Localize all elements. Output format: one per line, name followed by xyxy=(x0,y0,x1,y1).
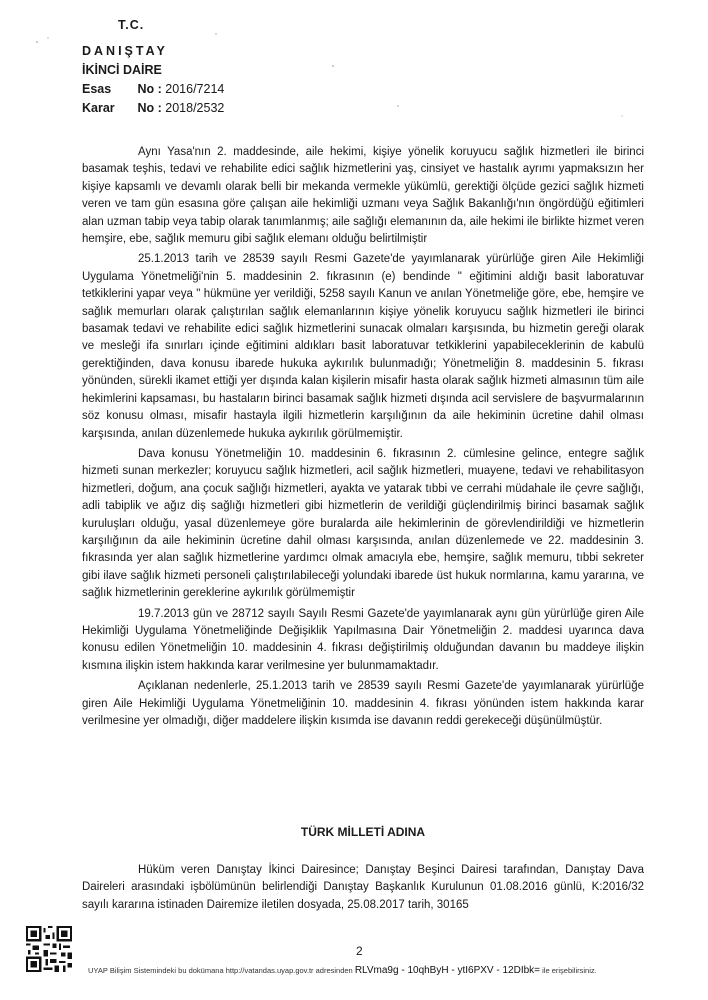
country-label: T.C. xyxy=(118,18,145,32)
final-section xyxy=(82,862,644,914)
karar-no-label: No : xyxy=(137,101,162,115)
esas-value: 2016/7214 xyxy=(165,82,225,96)
court-name: DANIŞTAY xyxy=(82,44,168,58)
document-body xyxy=(82,144,644,730)
paragraph-3: Dava konusu Yönetmeliğin 10. maddesinin 6. fıkrasının 2. cümlesine gelince, entegre sağlık hizmeti sunan merkezler; koruyucu sağlık hizmetleri, acil sağlık hizmetleri, muayene, tedavi ve rehabilitasyon hizmetleri, doğum, ana çocuk sağlığı hizmetleri, ayakta ve yatarak tıbbi ve cerrahi müdahale ile çevre sağlığı, adli tabiplik ve ağız diş sağlığı hizmetleri gibi hizmetlerin de verildiği güçlendirilmiş birinci basamak sağlık kuruluşları olduğu, yasal düzenlemeye göre buralarda aile hekimlerinin de görevlendirildiği ve hizmetlerin karşılığının da aile hekiminin ücretine dahil olması karşısında, anılan düzenlemede ve 22. maddesinin 3. fıkrasında yer alan sağlık hizmetlerine yardımcı olmak amacıyla ebe, hemşire, sağlık memuru, tıbbi sekreter gibi ilave sağlık hizmeti personeli çalıştırılabileceği yolundaki ibarede üst hukuk normlarına, kamu yararına, ve sağlık hizmetlerinin gereklerine aykırılık görülmemiştir xyxy=(82,447,644,600)
qr-code-icon xyxy=(26,926,72,972)
karar-row xyxy=(82,99,224,118)
footer-text: UYAP Bilişim Sistemindeki bu dokümana http://vatandas.uyap.gov.tr adresinden xyxy=(88,966,353,975)
section-title: TÜRK MİLLETİ ADINA xyxy=(300,825,426,839)
esas-row xyxy=(82,80,224,99)
paragraph-1: Aynı Yasa'nın 2. maddesinde, aile hekimi, kişiye yönelik koruyucu sağlık hizmetleri ile birinci basamak teşhis, tedavi ve rehabilite edici sağlık hizmetlerini yaş, cinsiyet ve hastalık ayrımı yapmaksızın her kişiye kapsamlı ve devamlı olarak belli bir mekanda vermekle yükümlü, gerektiği ölçüde gezici sağlık hizmeti veren ve tam gün esasına göre çalışan aile hekimliği uzmanı veya Sağlık Bakanlığı'nın öngördüğü eğitimleri alan uzman tabip veya tabip olarak tanımlanmış; aile sağlığı elemanının da, aile hekimi ile birlikte hizmet veren hemşire, ebe, sağlık memuru gibi sağlık elemanı olduğu belirtilmiştir xyxy=(82,146,644,246)
footer-text-end: ile erişebilirsiniz. xyxy=(542,966,597,975)
page-number: 2 xyxy=(356,944,363,958)
paragraph-4: 19.7.2013 gün ve 28712 sayılı Sayılı Resmi Gazete'de yayımlanarak aynı gün yürürlüğe giren Aile Hekimliği Uygulama Yönetmeliğinde Değişiklik Yapılmasına Dair Yönetmeliğin 2. maddesi uyarınca dava konusu edilen Yönetmeliğin 10. maddesinin 4. fıkrası değiştirilmiş olduğundan davanın bu maddeye ilişkin kısmına ilişkin istem hakkında karar verilmesine yer bulunmamaktadır. xyxy=(82,607,644,672)
esas-no-label: No : xyxy=(137,82,162,96)
karar-value: 2018/2532 xyxy=(165,101,225,115)
esas-label: Esas xyxy=(82,82,112,96)
paragraph-5: Açıklanan nedenlerle, 25.1.2013 tarih ve 28539 sayılı Resmi Gazete'de yayımlanarak yürürlüğe giren Aile Hekimliği Uygulama Yönetmeliğinin 10. maddesinin 4. fıkrası yönünden istem hakkında karar verilmesine yer olmadığı, diğer maddelere ilişkin kısımda ise davanın reddi gerekeceği düşünülmüştür. xyxy=(82,680,644,727)
footer xyxy=(88,965,597,976)
karar-label: Karar xyxy=(82,101,115,115)
verification-code: RLVma9g - 10qhByH - ytI6PXV - 12DIbk= xyxy=(354,965,541,976)
paragraph-2: 25.1.2013 tarih ve 28539 sayılı Resmi Gazete'de yayımlanarak yürürlüğe giren Aile Hekimliği Uygulama Yönetmeliği'nin 5. maddesinin 2. fıkrasının (e) bendinde " eğitimini aldığı basit laboratuvar tetkiklerini yapar veya " hükmüne yer verildiği, 5258 sayılı Kanun ve anılan Yönetmeliğe göre, ebe, hemşire ve sağlık memurları olarak çalıştırılan sağlık elemanlarının kişiye yönelik koruyucu sağlık hizmetleri ile birinci basamak tedavi ve rehabilite edici sağlık hizmetlerini sunacak olmaları karşısında, bu hizmetin gereği olarak ve mesleği ifa sınırları içinde eğitimini aldıkları basit laboratuvar tetkiklerini yapabileceklerinin de kabulü gerektiğinden, dava konusu ibarede hukuka aykırılık bulunmadığı; Yönetmeliğin 8. maddesinin 5. fıkrası yönünden, sürekli ikamet ettiği yer dışında kalan kişilerin misafir hasta olarak sağlık hizmeti almasının tüm aile hekimlerini kapsaması, bu hastaların birinci basamak sağlık hizmeti dışında acil servislere de başvurmalarının söz konusu olması, misafir hastayla ilgili hizmetlerin karşılığının da aile hekiminin ücretine dahil olması karşısında, anılan düzenlemede hukuka aykırılık görülmemiştir. xyxy=(82,253,644,440)
chamber-name: İKİNCİ DAİRE xyxy=(82,63,162,77)
final-paragraph: Hüküm veren Danıştay İkinci Dairesince; Danıştay Beşinci Dairesi tarafından, Danıştay Dava Daireleri arasındaki işbölümünün belirlendiği Danıştay Başkanlık Kurulunun 01.08.2016 günlü, K:2016/32 sayılı kararına istinaden Dairemize iletilen dosyada, 25.08.2017 tarih, 30165 xyxy=(82,864,644,911)
